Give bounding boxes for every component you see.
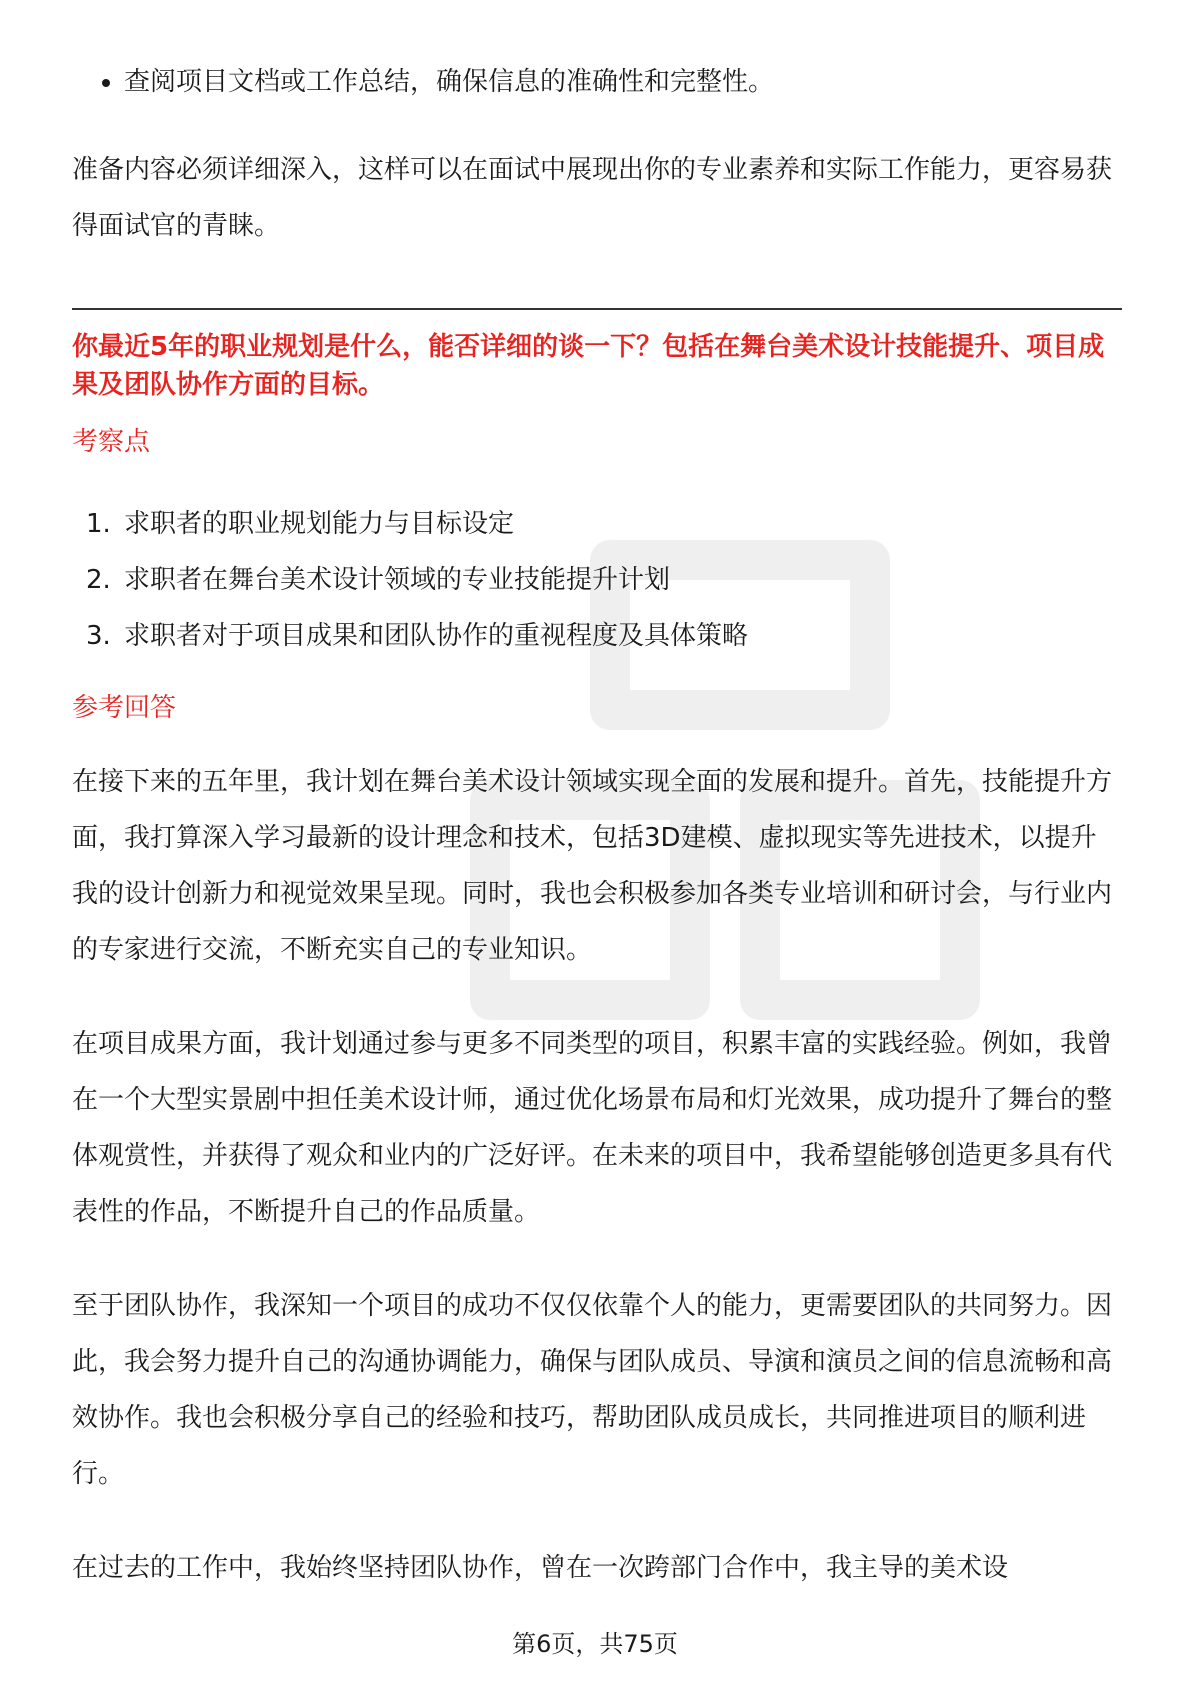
- intro-paragraph: 准备内容必须详细深入，这样可以在面试中展现出你的专业素养和实际工作能力，更容易获得面试官的青睐。: [72, 155, 1113, 241]
- answer-paragraph: 在项目成果方面，我计划通过参与更多不同类型的项目，积累丰富的实践经验。例如，我曾在一个大型实景剧中担任美术设计师，通过优化场景布局和灯光效果，成功提升了舞台的整体观赏性，并获得了观众和业内的广泛好评。在未来的项目中，我希望能够创造更多具有代表性的作品，不断提升自己的作品质量。: [72, 1029, 1113, 1227]
- answer-paragraph: 至于团队协作，我深知一个项目的成功不仅仅依靠个人的能力，更需要团队的共同努力。因此，我会努力提升自己的沟通协调能力，确保与团队成员、导演和演员之间的信息流畅和高效协作。我也会积极分享自己的经验和技巧，帮助团队成员成长，共同推进项目的顺利进行。: [72, 1291, 1113, 1489]
- list-text: 求职者在舞台美术设计领域的专业技能提升计划: [124, 565, 671, 595]
- question-title: 你最近5年的职业规划是什么，能否详细的谈一下？包括在舞台美术设计技能提升、项目成果及团队协作方面的目标。: [72, 332, 1105, 400]
- bullet-item: 查阅项目文档或工作总结，确保信息的准确性和完整性。: [72, 62, 1124, 102]
- kaocha-heading: 考察点: [72, 427, 151, 457]
- list-text: 求职者对于项目成果和团队协作的重视程度及具体策略: [124, 621, 749, 651]
- list-number: 3.: [86, 621, 111, 651]
- answer-paragraph: 在过去的工作中，我始终坚持团队协作，曾在一次跨部门合作中，我主导的美术设: [72, 1553, 1009, 1583]
- answer-paragraph: 在接下来的五年里，我计划在舞台美术设计领域实现全面的发展和提升。首先，技能提升方面，我打算深入学习最新的设计理念和技术，包括3D建模、虚拟现实等先进技术，以提升我的设计创新力和视觉效果呈现。同时，我也会积极参加各类专业培训和研讨会，与行业内的专家进行交流，不断充实自己的专业知识。: [72, 767, 1113, 965]
- list-item: [72, 496, 1120, 552]
- answer-body: [72, 754, 1120, 1634]
- list-text: 求职者的职业规划能力与目标设定: [124, 509, 515, 539]
- list-number: 1.: [86, 509, 111, 539]
- list-number: 2.: [86, 565, 111, 595]
- list-item: [72, 552, 1120, 608]
- answer-heading: 参考回答: [72, 693, 177, 723]
- section-divider: [72, 308, 1122, 310]
- page-footer: 第6页，共75页: [512, 1630, 678, 1658]
- kaocha-list: [72, 496, 1120, 664]
- list-item: [72, 608, 1120, 664]
